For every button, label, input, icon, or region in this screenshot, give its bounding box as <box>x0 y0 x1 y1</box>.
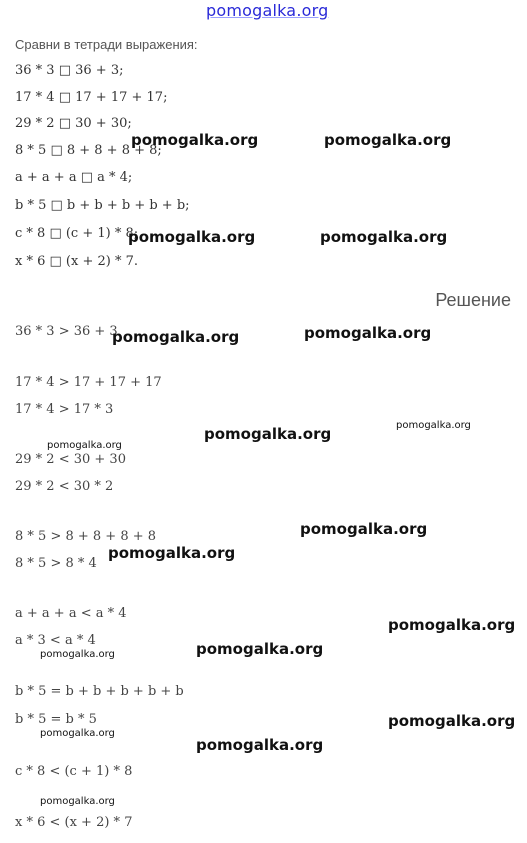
solution-line-5: 29 * 2 < 30 * 2 <box>15 479 114 494</box>
task-line-8: x * 6 □ (x + 2) * 7. <box>15 254 138 269</box>
watermark: pomogalka.org <box>40 796 115 807</box>
watermark: pomogalka.org <box>196 640 324 658</box>
solution-line-6: 8 * 5 > 8 + 8 + 8 + 8 <box>15 529 157 544</box>
solution-line-9: a * 3 < a * 4 <box>15 633 96 648</box>
solution-line-13: x * 6 < (x + 2) * 7 <box>15 815 133 830</box>
solution-line-8: a + a + a < a * 4 <box>15 606 127 621</box>
task-line-2: 17 * 4 □ 17 + 17 + 17; <box>15 90 168 105</box>
watermark: pomogalka.org <box>40 649 115 660</box>
solution-line-7: 8 * 5 > 8 * 4 <box>15 556 97 571</box>
watermark: pomogalka.org <box>300 520 428 538</box>
watermark: pomogalka.org <box>388 616 516 634</box>
task-line-6: b * 5 □ b + b + b + b + b; <box>15 198 190 213</box>
task-line-7: c * 8 □ (c + 1) * 8; <box>15 226 139 241</box>
watermark: pomogalka.org <box>128 228 256 246</box>
watermark: pomogalka.org <box>324 131 452 149</box>
watermark: pomogalka.org <box>40 728 115 739</box>
watermark: pomogalka.org <box>47 440 122 451</box>
task-line-4: 8 * 5 □ 8 + 8 + 8 + 8; <box>15 143 162 158</box>
solution-line-2: 17 * 4 > 17 + 17 + 17 <box>15 375 162 390</box>
watermark: pomogalka.org <box>396 420 471 431</box>
watermark: pomogalka.org <box>112 328 240 346</box>
solution-line-12: c * 8 < (c + 1) * 8 <box>15 764 133 779</box>
task-intro: Сравни в тетради выражения: <box>15 37 198 52</box>
solution-title: Решение <box>435 290 511 310</box>
solution-line-10: b * 5 = b + b + b + b + b <box>15 684 184 699</box>
watermark: pomogalka.org <box>204 425 332 443</box>
watermark: pomogalka.org <box>131 131 259 149</box>
watermark: pomogalka.org <box>320 228 448 246</box>
solution-line-4: 29 * 2 < 30 + 30 <box>15 452 126 467</box>
task-line-3: 29 * 2 □ 30 + 30; <box>15 116 132 131</box>
solution-line-11: b * 5 = b * 5 <box>15 712 97 727</box>
watermark: pomogalka.org <box>388 712 516 730</box>
task-line-1: 36 * 3 □ 36 + 3; <box>15 63 124 78</box>
watermark: pomogalka.org <box>304 324 432 342</box>
site-logo-link[interactable]: pomogalka.org <box>206 1 329 20</box>
solution-line-1: 36 * 3 > 36 + 3 <box>15 324 118 339</box>
solution-line-3: 17 * 4 > 17 * 3 <box>15 402 114 417</box>
watermark: pomogalka.org <box>196 736 324 754</box>
task-line-5: a + a + a □ a * 4; <box>15 170 133 185</box>
watermark: pomogalka.org <box>108 544 236 562</box>
